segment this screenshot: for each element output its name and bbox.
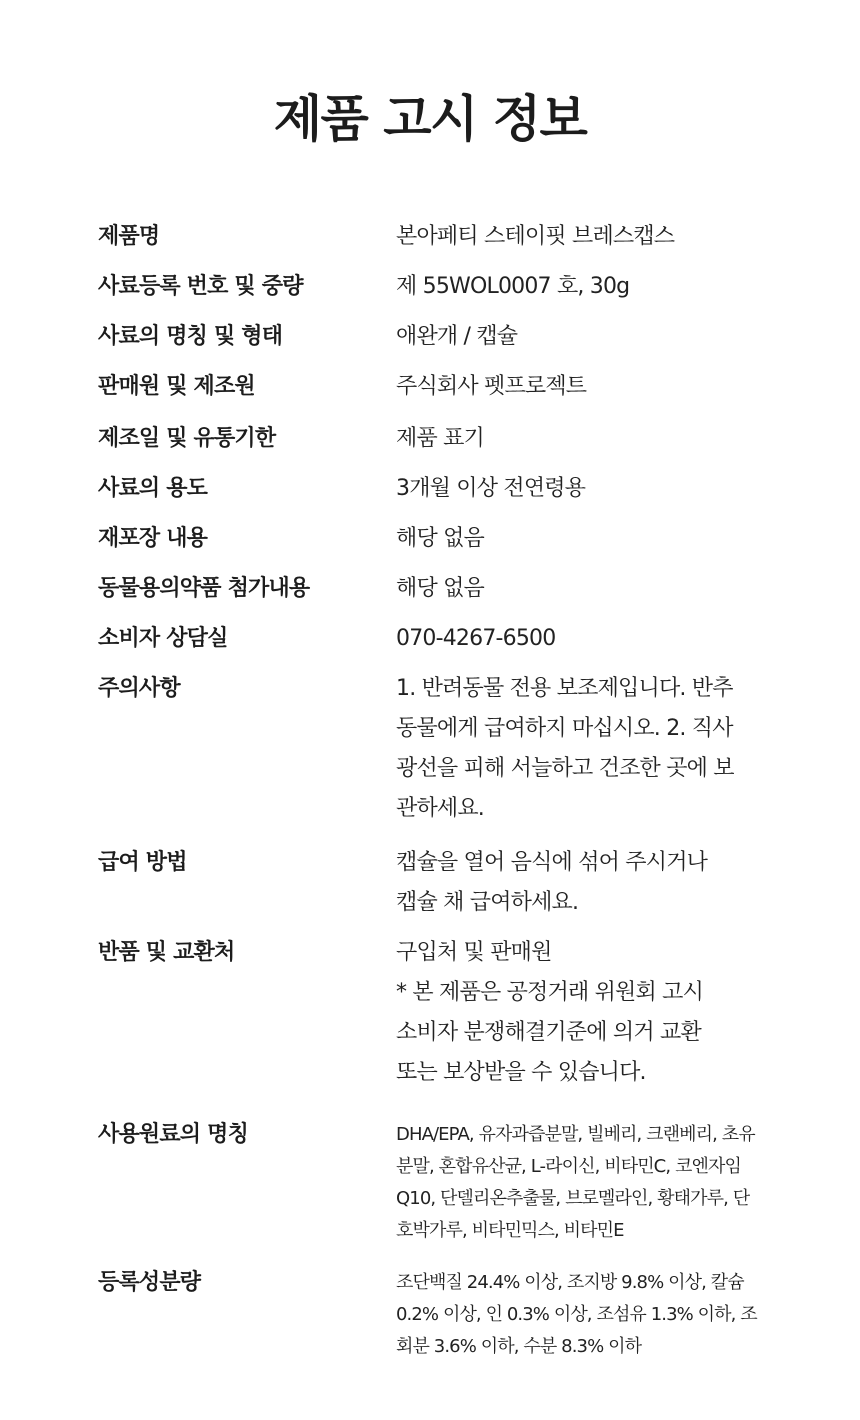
value-line: 회분 3.6% 이하, 수분 8.3% 이하 xyxy=(396,1336,642,1357)
row-label: 사료의 용도 xyxy=(98,476,208,501)
row-value xyxy=(396,843,768,923)
value-line: 관하세요. xyxy=(396,796,485,821)
row-label: 소비자 상담실 xyxy=(98,626,228,651)
row-label: 사료등록 번호 및 중량 xyxy=(98,274,303,299)
row-label: 주의사항 xyxy=(98,676,180,701)
page-title: 제품 고시 정보 xyxy=(273,90,587,148)
row-value: 제 55WOL0007 호, 30g xyxy=(396,274,630,299)
row-label: 사료의 명칭 및 형태 xyxy=(98,324,283,349)
row-label: 판매원 및 제조원 xyxy=(98,374,255,399)
row-label: 반품 및 교환처 xyxy=(98,940,235,965)
value-line: 캡슐 채 급여하세요. xyxy=(396,890,579,915)
row-value: 주식회사 펫프로젝트 xyxy=(396,374,587,399)
row-value xyxy=(396,1119,768,1247)
row-value: 해당 없음 xyxy=(396,576,485,601)
value-line: 호박가루, 비타민믹스, 비타민E xyxy=(396,1220,624,1241)
value-line: 분말, 혼합유산균, L-라이신, 비타민C, 코엔자임 xyxy=(396,1156,741,1177)
row-value xyxy=(396,669,768,829)
value-line: 1. 반려동물 전용 보조제입니다. 반추 xyxy=(396,676,733,701)
value-line: * 본 제품은 공정거래 위원회 고시 xyxy=(396,980,704,1005)
row-value: 애완개 / 캡슐 xyxy=(396,324,518,349)
value-line: 또는 보상받을 수 있습니다. xyxy=(396,1060,646,1085)
row-label: 동물용의약품 첨가내용 xyxy=(98,576,310,601)
row-value: 3개월 이상 전연령용 xyxy=(396,476,586,501)
value-line: 광선을 피해 서늘하고 건조한 곳에 보 xyxy=(396,756,734,781)
row-value: 070-4267-6500 xyxy=(396,626,556,651)
row-label: 재포장 내용 xyxy=(98,526,208,551)
row-value: 제품 표기 xyxy=(396,426,485,451)
row-label: 급여 방법 xyxy=(98,850,187,875)
row-value: 해당 없음 xyxy=(396,526,485,551)
row-value xyxy=(396,1267,768,1363)
value-line: 동물에게 급여하지 마십시오. 2. 직사 xyxy=(396,716,733,741)
value-line: 캡슐을 열어 음식에 섞어 주시거나 xyxy=(396,850,708,875)
row-value: 본아페티 스테이핏 브레스캡스 xyxy=(396,224,675,249)
row-label: 사용원료의 명칭 xyxy=(98,1122,249,1147)
value-line: 구입처 및 판매원 xyxy=(396,940,552,965)
value-line: DHA/EPA, 유자과즙분말, 빌베리, 크랜베리, 초유 xyxy=(396,1124,755,1145)
row-label: 제품명 xyxy=(98,224,160,249)
value-line: 조단백질 24.4% 이상, 조지방 9.8% 이상, 칼슘 xyxy=(396,1272,744,1293)
row-label: 제조일 및 유통기한 xyxy=(98,426,276,451)
row-value xyxy=(396,933,768,1093)
value-line: 0.2% 이상, 인 0.3% 이상, 조섬유 1.3% 이하, 조 xyxy=(396,1304,757,1325)
value-line: 소비자 분쟁해결기준에 의거 교환 xyxy=(396,1020,701,1045)
value-line: Q10, 단델리온추출물, 브로멜라인, 황태가루, 단 xyxy=(396,1188,750,1209)
row-label: 등록성분량 xyxy=(98,1270,201,1295)
